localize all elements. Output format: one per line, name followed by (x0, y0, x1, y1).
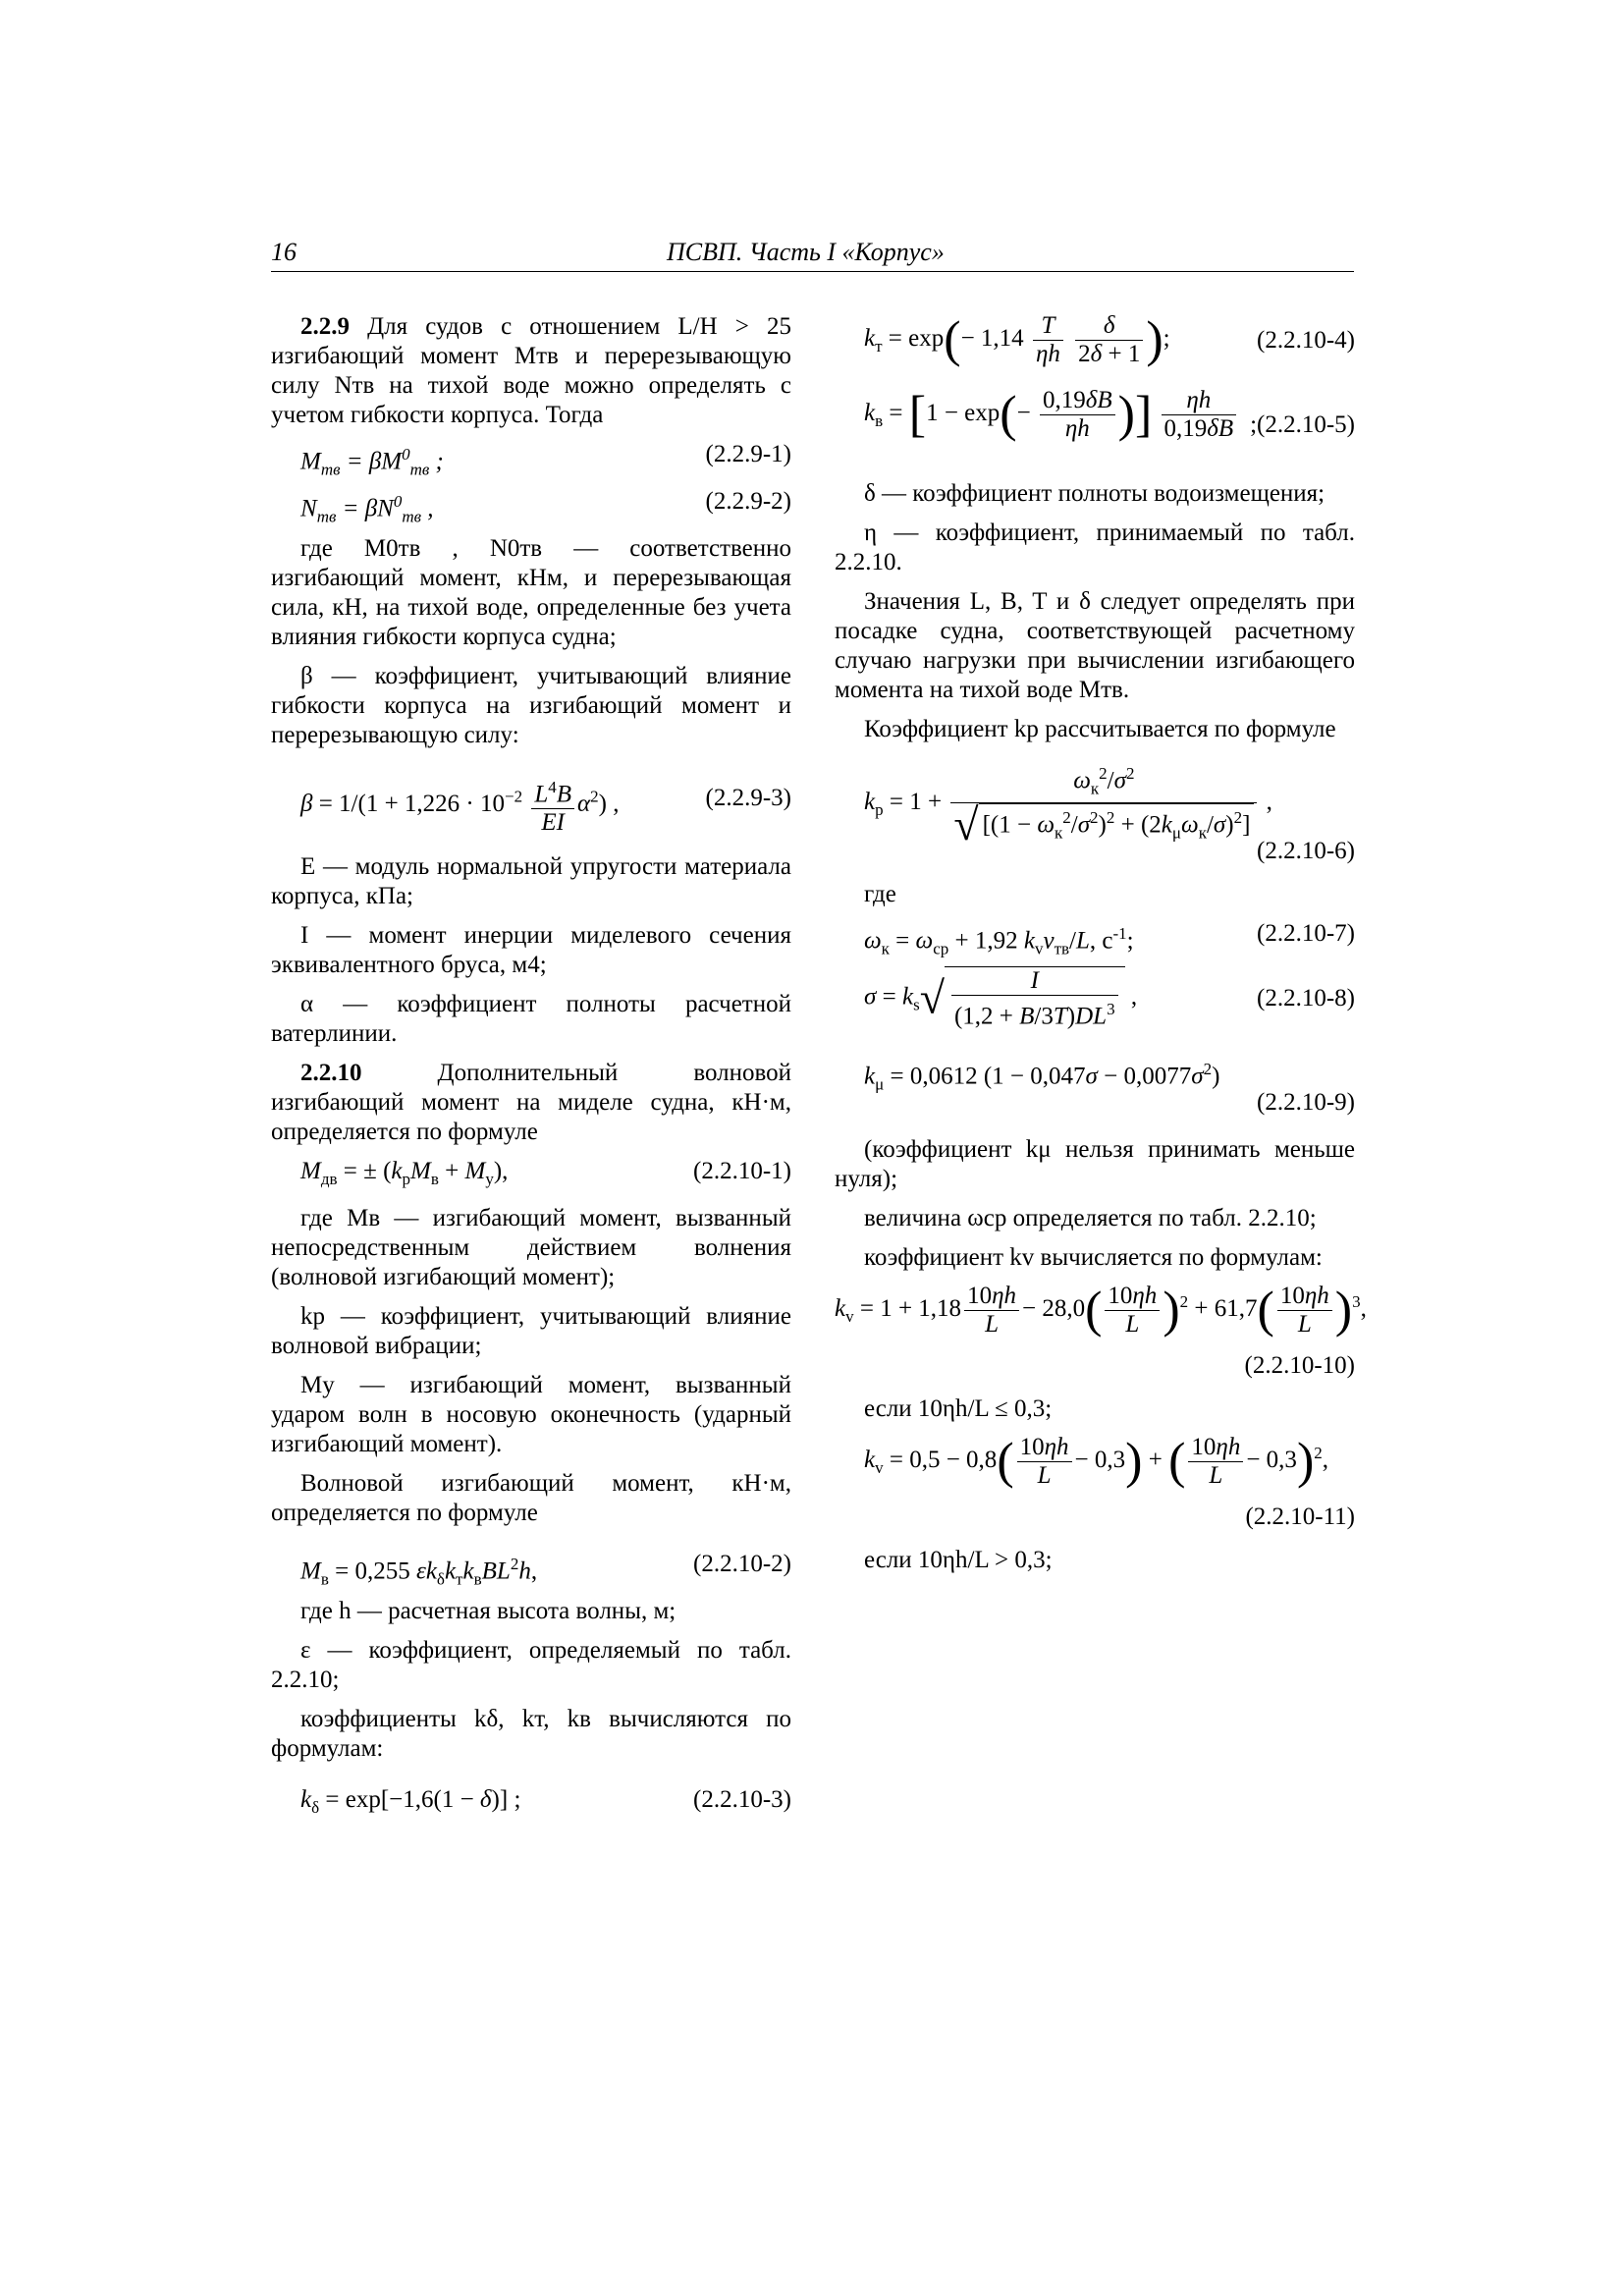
formula-2-2-9-1: $M_{тв} = \beta M^0_{тв}$ ; (2.2.9-1) (300, 441, 791, 479)
eps-definition: ε — коэффициент, определяемый по табл. 2.2.10; (271, 1637, 791, 1693)
formula-2-2-10-8: $\sigma = k_s√$ $\frac{I}{(1,2 + B/3T)DL^3}$ , (2.2.10-8) (864, 967, 1355, 1030)
kmu-note: (коэффициент kμ нельзя принимать меньше нуля); (835, 1136, 1355, 1192)
mv-definition: где Mв — изгибающий момент, вызванный непосредственным действием волнения (волновой изгибающий момент); (271, 1205, 791, 1290)
formula-2-2-9-3: $\beta = 1/(1 + 1,226 \cdot 10^{-2}$ $\frac{L^4B}{EI}$ $\alpha^2$) , (2.2.9-3) (271, 760, 791, 839)
formula-2-2-10-9: $k_\mu = 0,0612$ $(1 - 0,047\sigma - 0,0077\sigma^2)$ (864, 1060, 1220, 1094)
formula-2-2-10-7: $\omega_к = \omega_{ср} + 1,92$ $k_vv_{тв}/L$, $с^{-1}$; (2.2.10-7) (864, 920, 1355, 958)
kp-text: Коэффициент kр рассчитывается по формуле (864, 716, 1336, 742)
eq-2-2-10-6: (2.2.10-6) (1257, 838, 1355, 864)
kp-definition: kр — коэффициент, учитывающий влияние волновой вибрации; (271, 1303, 791, 1359)
wave-moment-text: Волновой изгибающий момент, кН·м, определяется по формуле (271, 1470, 791, 1526)
paragraph-2-2-9: 2.2.9 Для судов с отношением L/H > 25 изгибающий момент Mтв и перерезывающую силу Nтв на тихой воде можно определять с учетом гибкости корпуса. Тогда (271, 313, 791, 428)
my-definition: Mу — изгибающий момент, вызванный ударом волн в носовую оконечность (ударный изгибающий момент). (271, 1372, 791, 1457)
formula-2-2-10-6: $k_р = 1$ + $\frac{\omega_к^2/\sigma^2}{√ [(1 - \omega_к^2/\sigma^2)^2 + (2k_\mu\omega_к/\sigma)^2]}$ , (835, 760, 1355, 829)
paragraph-2-2-10: 2.2.10 Дополнительный волновой изгибающий момент на миделе судна, кН·м, определяется по формуле (271, 1060, 791, 1145)
coef-text: коэффициенты kδ, kт, kв вычисляются по формулам: (271, 1706, 791, 1762)
gde-text: где (864, 881, 896, 907)
values-text: Значения L, B, T и δ следует определять при посадке судна, соответствующей расчетному случаю нагрузки при вычислении изгибающего момента на тихой воде Mтв. (835, 588, 1355, 703)
left-column (271, 312, 791, 1832)
formula-2-2-10-3: $k_\delta = \exp[-1,6(1 - \delta)]$ ; (2.2.10-3) (300, 1786, 791, 1817)
eq-2-2-10-9: (2.2.10-9) (1257, 1089, 1355, 1116)
i-definition: I — момент инерции миделевого сечения эквивалентного бруса, м4; (271, 922, 791, 978)
formula-2-2-10-10: $k_v = 1 + 1,18$ $\frac{10\eta h}{L}$ − 28,0( $\frac{10\eta h}{L}$ )$^2$ + 61,7( $\frac{10\eta h}{L}$ )$^3$, (835, 1282, 1367, 1339)
condition-2: если 10ηh/L > 0,3; (864, 1547, 1053, 1573)
formula-2-2-10-4: $k_т = \exp(- 1,14$ $\frac{T}{\eta h}$ $\frac{\delta}{2\delta + 1}$ ); (2.2.10-4) (864, 311, 1355, 368)
page-header (271, 238, 1354, 272)
formula-2-2-10-2: $M_в = 0,255$ $\varepsilon k_\delta k_тk_вBL^2h$, (2.2.10-2) (300, 1551, 791, 1589)
beta-definition: β — коэффициент, учитывающий влияние гибкости корпуса на изгибающий момент и перерезывающую силу: (271, 663, 791, 748)
kv-text: коэффициент kv вычисляется по формулам: (864, 1244, 1323, 1271)
h-definition: где h — расчетная высота волны, м; (300, 1598, 676, 1624)
e-definition: E — модуль нормальной упругости материала корпуса, кПа; (271, 853, 791, 909)
condition-1: если 10ηh/L ≤ 0,3; (864, 1395, 1053, 1422)
formula-2-2-10-11: $k_v = 0,5 - 0,8$( $\frac{10\eta h}{L}$ − 0,3) + ( $\frac{10\eta h}{L}$ − 0,3)$^2$, (864, 1433, 1329, 1490)
where-definition: где M0тв , N0тв — соответственно изгибающий момент, кНм, и перерезывающая сила, кН, на тихой воде, определенные без учета влияния гибкости корпуса судна; (271, 535, 791, 650)
wcp-note: величина ωср определяется по табл. 2.2.10; (864, 1205, 1317, 1231)
delta-definition: δ — коэффициент полноты водоизмещения; (864, 480, 1325, 507)
eta-definition: η — коэффициент, принимаемый по табл. 2.2.10. (835, 519, 1355, 575)
formula-2-2-10-1: $M_{дв}$ = ± $(k_рM_в + M_у)$, (2.2.10-1) (300, 1158, 791, 1188)
page-title: ПСВП. Часть I «Корпус» (667, 238, 945, 266)
formula-2-2-9-2: $N_{тв} = \beta N^0_{тв}$ , (2.2.9-2) (300, 488, 791, 526)
right-column (835, 311, 1367, 1585)
formula-2-2-10-5: $k_в = [1 - \exp(-$ $\frac{0,19\delta B}{\eta h}$ )] $\frac{\eta h}{0,19\delta B}$ ;(2.2.10-5) (864, 386, 1355, 443)
eq-2-2-10-10: (2.2.10-10) (1244, 1352, 1355, 1379)
alpha-definition: α — коэффициент полноты расчетной ватерлинии. (271, 991, 791, 1047)
page-number: 16 (271, 238, 297, 266)
eq-2-2-10-11: (2.2.10-11) (1245, 1503, 1355, 1530)
